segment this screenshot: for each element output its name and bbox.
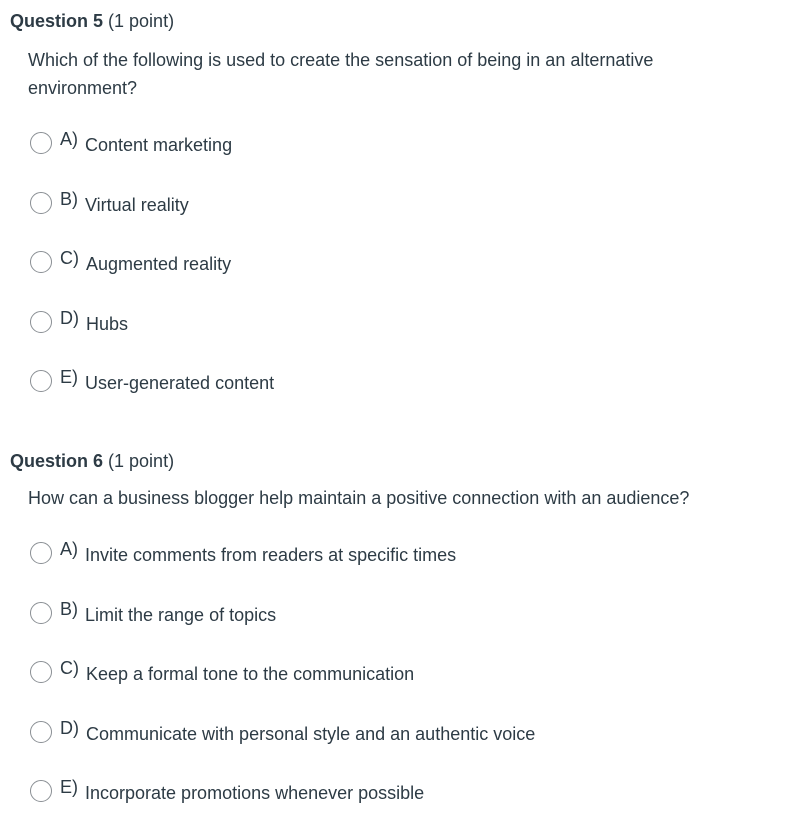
question-header <box>10 450 174 472</box>
option-a[interactable] <box>30 130 232 156</box>
radio-button[interactable] <box>30 721 52 743</box>
radio-button[interactable] <box>30 192 52 214</box>
option-letter: C) <box>60 657 79 678</box>
option-b[interactable] <box>30 190 189 216</box>
option-text: Content marketing <box>85 134 233 155</box>
radio-button[interactable] <box>30 132 52 154</box>
option-d[interactable] <box>30 309 128 335</box>
option-text: Invite comments from readers at specific times <box>85 544 457 565</box>
question-header <box>10 10 174 32</box>
option-d[interactable] <box>30 719 535 745</box>
radio-button[interactable] <box>30 251 52 273</box>
option-letter: A) <box>60 538 78 559</box>
option-text: Limit the range of topics <box>85 604 277 625</box>
option-text: Hubs <box>86 313 129 334</box>
radio-button[interactable] <box>30 311 52 333</box>
option-letter: B) <box>60 188 78 209</box>
option-b[interactable] <box>30 600 276 626</box>
option-letter: E) <box>60 366 78 387</box>
question-text: How can a business blogger help maintain a positive connection with an audience? <box>28 488 690 508</box>
option-text: Communicate with personal style and an authentic voice <box>86 723 536 744</box>
option-text: Augmented reality <box>86 253 232 274</box>
option-text: Keep a formal tone to the communication <box>86 663 415 684</box>
option-a[interactable] <box>30 540 456 566</box>
option-letter: D) <box>60 717 79 738</box>
option-e[interactable] <box>30 368 274 394</box>
radio-button[interactable] <box>30 542 52 564</box>
option-letter: E) <box>60 776 78 797</box>
option-letter: B) <box>60 598 78 619</box>
radio-button[interactable] <box>30 661 52 683</box>
option-letter: A) <box>60 128 78 149</box>
radio-button[interactable] <box>30 602 52 624</box>
option-text: Virtual reality <box>85 194 189 215</box>
question-points: (1 point) <box>108 451 175 471</box>
option-text: Incorporate promotions whenever possible <box>85 782 425 803</box>
option-c[interactable] <box>30 659 414 685</box>
option-letter: C) <box>60 247 79 268</box>
question-title: Question 5 <box>10 11 104 31</box>
option-c[interactable] <box>30 249 231 275</box>
radio-button[interactable] <box>30 370 52 392</box>
option-letter: D) <box>60 307 79 328</box>
question-text: Which of the following is used to create the sensation of being in an alternative environment? <box>28 50 654 98</box>
question-points: (1 point) <box>108 11 175 31</box>
question-title: Question 6 <box>10 451 104 471</box>
radio-button[interactable] <box>30 780 52 802</box>
option-text: User-generated content <box>85 372 275 393</box>
option-e[interactable] <box>30 778 424 804</box>
